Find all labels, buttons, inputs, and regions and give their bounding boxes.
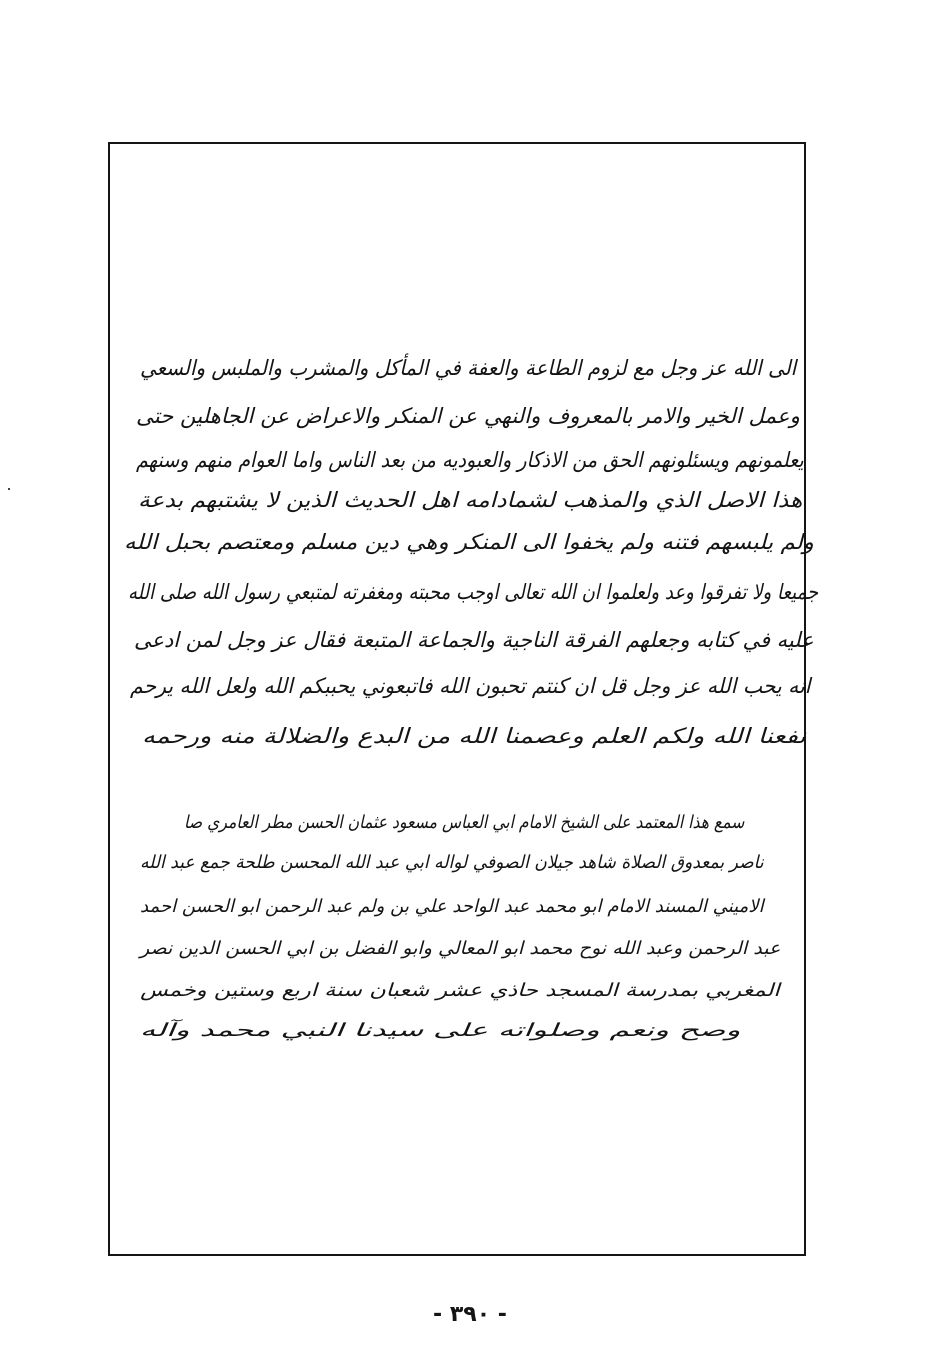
page-number: - ٣٩٠ -: [433, 1302, 507, 1327]
manuscript-line: وعمل الخير والامر بالمعروف والنهي عن المنكر والاعراض عن الجاهلين حتى: [136, 404, 800, 428]
manuscript-line: يعلمونهم ويسئلونهم الحق من الاذكار والعبوديه من بعد الناس واما العوام منهم وسنهم: [136, 448, 804, 472]
manuscript-line: ناصر بمعدوق الصلاة شاهد جيلان الصوفي لواله ابي عبد الله المحسن طلحة جمع عبد الله: [140, 852, 764, 873]
manuscript-line: هذا الاصل الذي والمذهب لشمادامه اهل الحديث الذين لا يشتبهم بدعة: [137, 488, 802, 512]
manuscript-line: المغربي بمدرسة المسجد حاذي عشر شعبان سنة اربع وستين وخمس: [140, 980, 780, 1001]
manuscript-line: عبد الرحمن وعبد الله نوح محمد ابو المعالي وابو الفضل بن ابي الحسن الدين نصر: [139, 938, 780, 959]
manuscript-line: عليه في كتابه وجعلهم الفرقة الناجية والجماعة المتبعة فقال عز وجل لمن ادعى: [134, 628, 814, 652]
manuscript-line: نفعنا الله ولكم العلم وعصمنا الله من البدع والضلالة منه ورحمه: [142, 724, 806, 748]
manuscript-line: الى الله عز وجل مع لزوم الطاعة والعفة في المأكل والمشرب والملبس والسعي: [139, 356, 796, 380]
manuscript-line: الاميني المسند الامام ابو محمد عبد الواحد علي بن ولم عبد الرحمن ابو الحسن احمد: [140, 896, 764, 917]
manuscript-line: ولم يلبسهم فتنه ولم يخفوا الى المنكر وهي دين مسلم ومعتصم بحبل الله: [124, 530, 814, 554]
manuscript-line: انه يحب الله عز وجل قل ان كنتم تحبون الله فاتبعوني يحببكم الله ولعل الله يرحم: [129, 674, 810, 698]
manuscript-line: سمع هذا المعتمد على الشيخ الامام ابي العباس مسعود عثمان الحسن مطر العامري صا: [183, 812, 744, 833]
manuscript-line: وصح ونعم وصلواته على سيدنا النبي محمد وآله: [139, 1020, 740, 1041]
manuscript-line: جميعا ولا تفرقوا وعد ولعلموا ان الله تعالى اوجب محبته ومغفرته لمتبعي رسول الله صلى الله: [127, 580, 818, 604]
